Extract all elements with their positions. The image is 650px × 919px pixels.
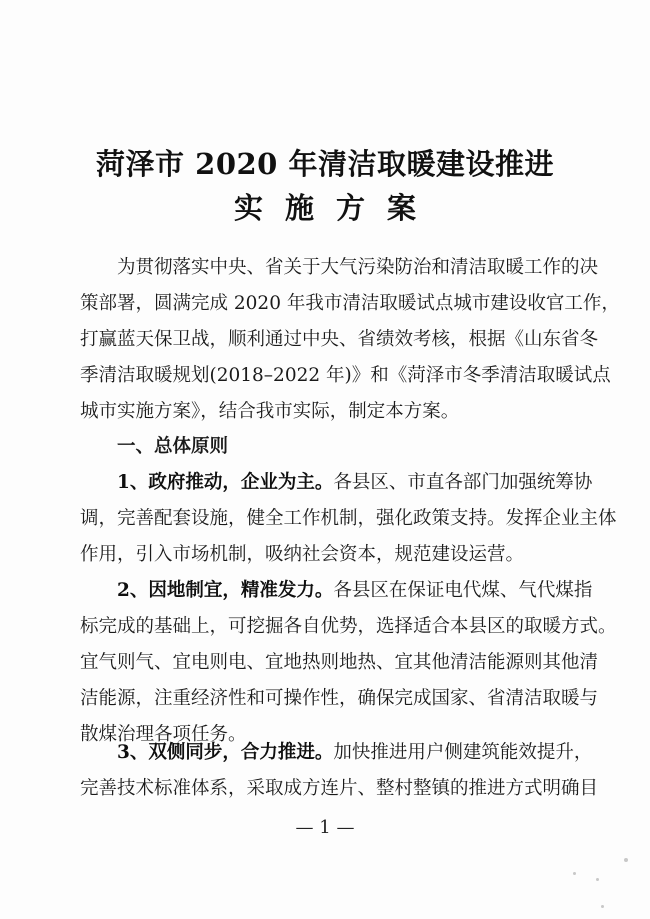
principle-3-text-1: 加快推进用户侧建筑能效提升， bbox=[333, 742, 593, 763]
principle-2-title: 2、因地制宜，精准发力。 bbox=[117, 580, 334, 601]
principle-2-line-5: 散煤治理各项任务。 bbox=[80, 724, 247, 745]
principle-3-line-2: 完善技术标准体系，采取成方连片、整村整镇的推进方式明确目 bbox=[80, 778, 599, 799]
scan-speck bbox=[573, 872, 576, 875]
principle-1-line-2: 调，完善配套设施，健全工作机制，强化政策支持。发挥企业主体 bbox=[80, 508, 617, 529]
principle-3-title: 3、双侧同步，合力推进。 bbox=[117, 742, 334, 763]
principle-2-line-3: 宜气则气、宜电则电、宜地热则地热、宜其他清洁能源则其他清 bbox=[80, 652, 599, 673]
principle-3-line-1 bbox=[80, 738, 592, 768]
scan-speck bbox=[601, 905, 604, 908]
principle-1-text-1: 各县区、市直各部门加强统筹协 bbox=[333, 472, 593, 493]
page-number: — 1 — bbox=[295, 817, 355, 838]
principle-2-line-4: 洁能源，注重经济性和可操作性，确保完成国家、省清洁取暖与 bbox=[80, 688, 599, 709]
document-title-line-2: 实施方案 bbox=[233, 191, 438, 225]
principle-2-line-2: 标完成的基础上，可挖掘各自优势，选择适合本县区的取暖方式。 bbox=[80, 616, 617, 637]
intro-line-1: 为贯彻落实中央、省关于大气污染防治和清洁取暖工作的决 bbox=[117, 257, 599, 278]
scan-speck bbox=[624, 858, 628, 862]
principle-1-line-1 bbox=[80, 468, 592, 498]
principle-2-text-1: 各县区在保证电代煤、气代煤指 bbox=[333, 580, 593, 601]
intro-line-2: 策部署，圆满完成 2020 年我市清洁取暖试点城市建设收官工作， bbox=[80, 293, 620, 314]
intro-line-4: 季清洁取暖规划(2018–2022 年)》和《菏泽市冬季清洁取暖试点 bbox=[80, 365, 611, 386]
scan-speck bbox=[596, 878, 599, 881]
intro-line-3: 打赢蓝天保卫战，顺利通过中央、省绩效考核，根据《山东省冬 bbox=[80, 329, 599, 350]
section-1-heading: 一、总体原则 bbox=[117, 436, 229, 457]
document-title-line-1: 菏泽市 2020 年清洁取暖建设推进 bbox=[96, 147, 554, 181]
principle-1-line-3: 作用，引入市场机制，吸纳社会资本，规范建设运营。 bbox=[80, 544, 525, 565]
principle-2-line-1 bbox=[80, 576, 592, 606]
principle-1-title: 1、政府推动，企业为主。 bbox=[117, 472, 334, 493]
intro-line-5: 城市实施方案》，结合我市实际，制定本方案。 bbox=[80, 401, 460, 422]
